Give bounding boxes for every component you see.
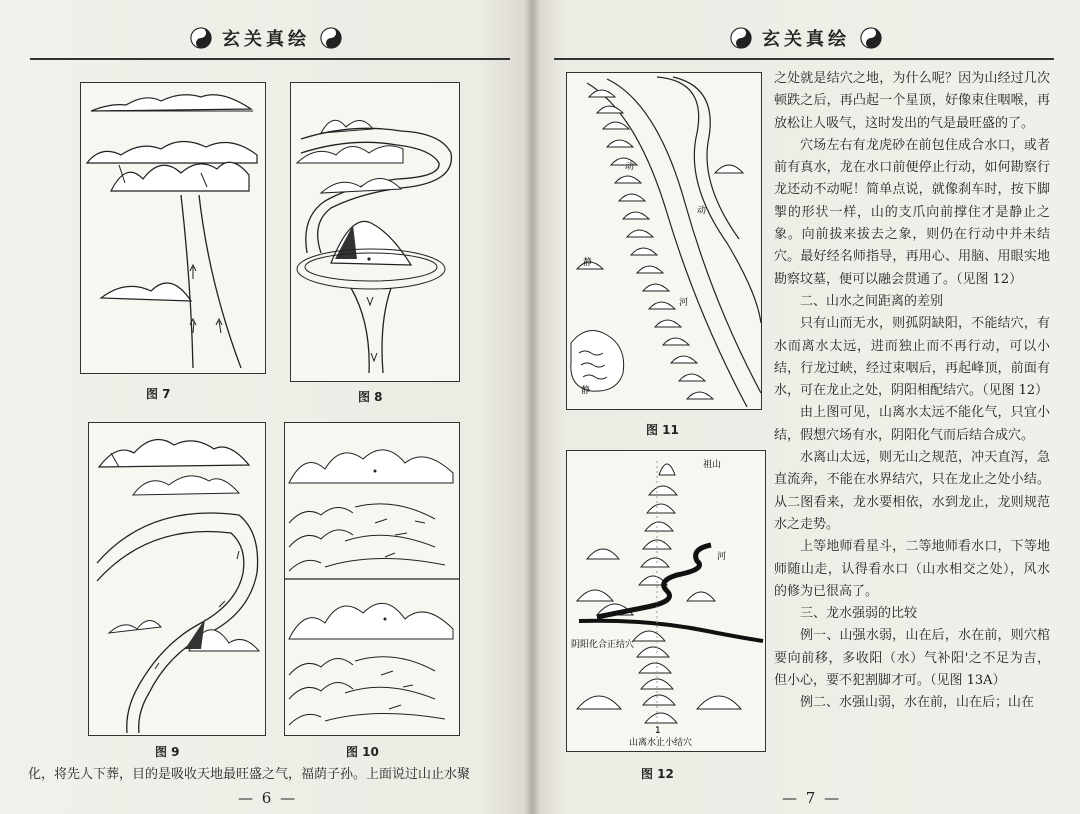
figure-10 <box>284 422 460 736</box>
header-rule <box>554 58 1054 60</box>
paragraph: 例二、水强山弱，水在前，山在后；山在 <box>800 695 1035 711</box>
figure-11 <box>566 72 762 410</box>
left-page <box>0 0 532 814</box>
yin-yang-icon <box>860 27 882 49</box>
header-title: 玄关真绘 <box>222 29 310 50</box>
caption-fig8: 图 8 <box>358 390 383 404</box>
fig12-label-mountain: 祖山 <box>703 460 722 470</box>
fig11-label-still1: 静 <box>583 258 593 268</box>
right-header <box>532 18 1080 58</box>
fig12-label-num: 1 <box>655 726 661 736</box>
yin-yang-icon <box>320 27 342 49</box>
caption-fig7: 图 7 <box>146 387 171 401</box>
paragraph: 由上图可见，山离水太远不能化气，只宜小结，假想穴场有水，阴阳化气而后结合成穴。 <box>774 405 1050 443</box>
paragraph: 只有山而无水，则孤阴缺阳，不能结穴，有水而离水太远，进而独止而不再行动，可以小结，行龙过峡，经过束咽后，再起峰顶，前面有水，可在龙止之处，阴阳相配结穴。（见图 12） <box>774 316 1050 399</box>
figure-8 <box>290 82 460 382</box>
fig11-label-still2: 静 <box>581 386 591 396</box>
paragraph: 上等地师看星斗，二等地师看水口，下等地师随山走，认得看水口（山水相交之处），风水的修为已很高了。 <box>774 539 1050 599</box>
yin-yang-icon <box>730 27 752 49</box>
caption-fig12: 图 12 <box>641 767 674 781</box>
caption-fig10: 图 10 <box>346 745 379 759</box>
figure-12 <box>566 450 766 752</box>
left-header <box>0 18 532 58</box>
fig11-label-move1: 动 <box>625 162 635 172</box>
page-number: — 7 — <box>782 789 842 807</box>
fig11-label-river: 河 <box>679 298 689 308</box>
fig12-label-small: 山离水止小结穴 <box>629 738 693 748</box>
header-title: 玄关真绘 <box>762 29 850 50</box>
page-number: — 6 — <box>238 789 298 807</box>
section-heading: 二、山水之间距离的差别 <box>800 293 944 309</box>
fig11-label-move2: 动 <box>697 206 707 216</box>
paragraph: 水离山太远，则无山之规范，冲天直泻，急直流奔，不能在水界结穴，只在龙止之处小结。从二图看来，龙水要相依，水到龙止，龙则规范水之走势。 <box>774 450 1050 532</box>
fig12-label-yinyang: 阴阳化合正结穴 <box>571 640 635 650</box>
paragraph: 例一、山强水弱，山在后，水在前，则穴棺要向前移，多收阳（水）气补阳'之不足为吉，但小心，要不犯割脚才可。（见图 13A） <box>774 628 1050 689</box>
book-gutter <box>524 0 540 814</box>
figure-7 <box>80 82 266 374</box>
paragraph: 之处就是结穴之地，为什么呢？因为山经过几次顿跌之后，再凸起一个星顶，好像束住咽喉，再放松让人吸气，这时发出的气是最旺盛的了。 <box>774 71 1050 131</box>
section-heading: 三、龙水强弱的比较 <box>800 606 918 622</box>
caption-fig11: 图 11 <box>646 423 679 437</box>
paragraph: 穴场左右有龙虎砂在前包住成合水口，或者前有真水，龙在水口前便停止行动，如何勘察行龙还动不动呢！简单点说，就像刹车时，按下脚掣的形状一样，山的支爪向前撑住才是静止之象。向前拔来拔去之象，则仍在行动中并未结穴。最好经名师指导，再用心、用脑、用眼实地勘察坟墓，便可以融会贯通了。（见图 12） <box>774 137 1050 287</box>
body-text <box>774 68 1050 715</box>
yin-yang-icon <box>190 27 212 49</box>
fig12-label-river: 河 <box>717 552 727 562</box>
body-text-line: 化，将先人下葬，目的是吸收天地最旺盛之气，福荫子孙。上面说过山止水聚 <box>28 767 471 782</box>
header-rule <box>30 58 510 60</box>
caption-fig9: 图 9 <box>155 745 180 759</box>
figure-9 <box>88 422 266 736</box>
